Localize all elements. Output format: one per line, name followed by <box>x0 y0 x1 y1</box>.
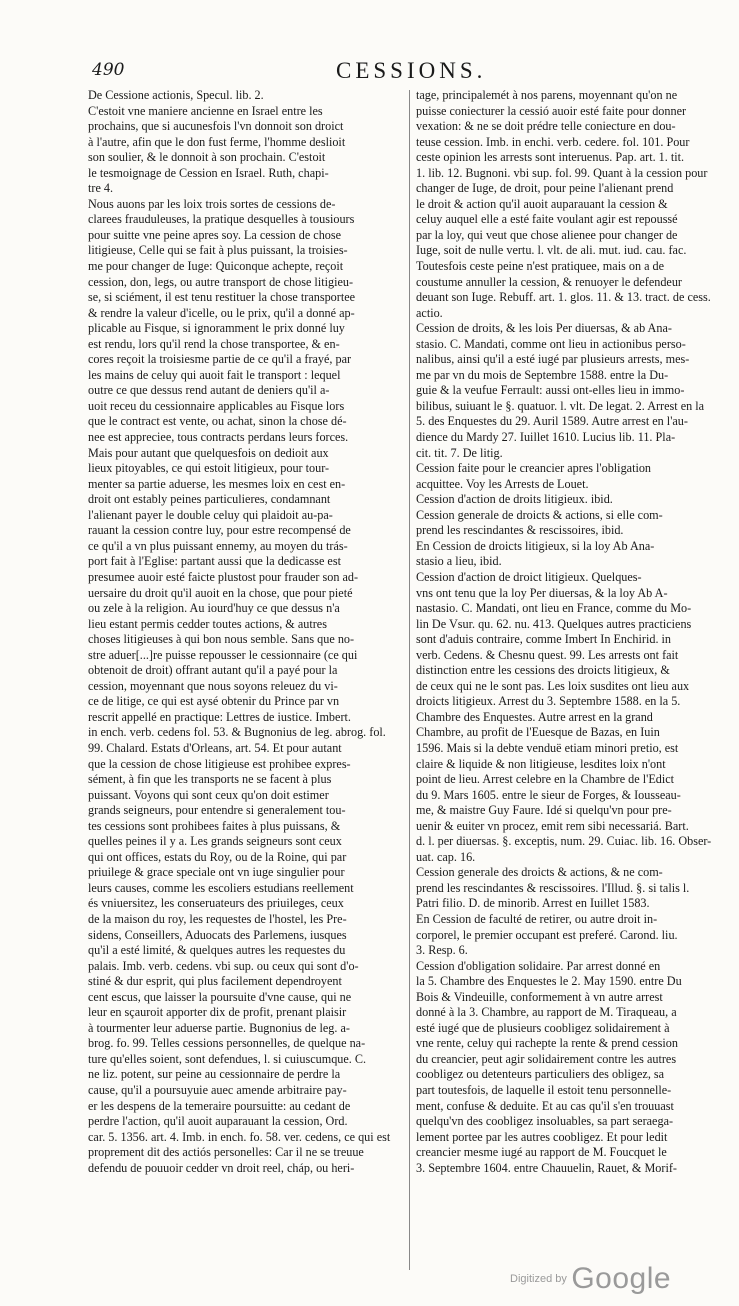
text-line: nastasio. C. Mandati, ont lieu en France, comme du Mo- <box>416 601 692 616</box>
text-line: port fait à l'Eglise: partant aussi que la dedicasse est <box>88 554 341 569</box>
text-line: vne rente, celuy qui rachepte la rente & prend cession <box>416 1036 678 1051</box>
text-line: plicable au Fisque, si ignoramment le prix donné luy <box>88 321 345 336</box>
text-line: Cession generale de droicts & actions, si elle com- <box>416 507 663 522</box>
text-line: les mains de celuy qui auoit fait le transport : lequel <box>88 367 341 382</box>
text-line: deuant son Iuge. Rebuff. art. 1. glos. 11. & 13. tract. de cess. <box>416 290 711 305</box>
text-line: corporel, le premier occupant est preferé. Carond. liu. <box>416 927 678 942</box>
text-line: 1596. Mais si la debte venduë etiam minori pretio, est <box>416 740 679 755</box>
text-line: 3. Resp. 6. <box>416 943 468 958</box>
text-line: clarees frauduleuses, la pratique desquelles à tousiours <box>88 212 355 227</box>
text-line: verb. Cedens. & Chesnu quest. 99. Les arrests ont fait <box>416 647 679 662</box>
text-line: proprement dit des actiós personelles: Car il ne se treuue <box>88 1145 364 1160</box>
text-line: En Cession de faculté de retirer, ou autre droit in- <box>416 911 658 926</box>
text-line: menter sa partie aduerse, les mesmes loix en cest en- <box>88 476 346 491</box>
text-line: uoit receu du cessionnaire applicables au Fisque lors <box>88 398 345 413</box>
text-line: qui ont offices, estats du Roy, ou de la Roine, qui par <box>88 849 347 864</box>
text-line: leur en sçauroit apporter dix de profit, prenant plaisir <box>88 1005 347 1020</box>
text-line: uenir & euiter vn procez, emit rem sibi necessariá. Bart. <box>416 818 689 833</box>
text-line: teuse cession. Imb. in enchi. verb. cedere. fol. 101. Pour <box>416 134 690 149</box>
google-watermark <box>510 1262 671 1296</box>
text-line: ce qu'il a vn plus puissant ennemy, au moyen du trás- <box>88 538 348 553</box>
text-line: l'alienant payer le double celuy qui plaidoit au-pa- <box>88 507 333 522</box>
text-line: Toutesfois ceste peine n'est pratiquee, mais on a de <box>416 259 665 274</box>
text-line: de la maison du roy, les requestes de l'hostel, les Pre- <box>88 911 347 926</box>
text-line: donné à la 3. Chambre, au rapport de M. Tiraqueau, a <box>416 1005 677 1020</box>
text-line: prochains, que si aucunesfois l'vn donnoit son droict <box>88 119 344 134</box>
text-line: nalibus, ainsi qu'il a esté iugé par plusieurs arrests, mes- <box>416 352 690 367</box>
text-line: de ceux qui ne le sont pas. Les loix susdites ont lieu aux <box>416 678 690 693</box>
text-line: ou zele à la religion. Au iourd'huy ce que dessus n'a <box>88 601 340 616</box>
right-column <box>416 88 732 1176</box>
text-line: tage, principalemét à nos parens, moyennant qu'on ne <box>416 88 678 102</box>
text-line: sont d'aduis contraire, comme Imbert In Enchirid. in <box>416 632 672 647</box>
page-number: 490 <box>92 60 125 80</box>
text-line: droicts litigieux. Arrest du 3. Septembre 1588. en la 5. <box>416 694 681 709</box>
text-line: puisse coniecturer la cessió auoir esté faite pour donner <box>416 103 687 118</box>
text-line: 5. des Enquestes du 29. Auril 1589. Autre arrest en l'au- <box>416 414 688 429</box>
text-line: stre aduer[...]re puisse repousser le cessionnaire (ce qui <box>88 647 358 662</box>
text-line: que le contract est vente, ou achat, sinon la chose dé- <box>88 414 347 429</box>
text-line: ceste opinion les arrests sont interuenus. Pap. art. 1. tit. <box>416 150 685 165</box>
text-line: in ench. verb. cedens fol. 53. & Bugnonius de leg. abrog. fol. <box>88 725 386 740</box>
text-line: lieu estant permis cedder toutes actions, & autres <box>88 616 327 631</box>
text-line: Chambre des Enquestes. Autre arrest en la grand <box>416 709 653 724</box>
running-head: CESSIONS. <box>336 58 487 83</box>
text-line: Cession d'obligation solidaire. Par arrest donné en <box>416 958 661 973</box>
text-line: Cession generale des droicts & actions, & ne com- <box>416 865 663 880</box>
text-line: guie & la veufue Ferrault: aussi ont-elles lieu in immo- <box>416 383 685 398</box>
text-line: rescrit appellé en practique: Lettres de iustice. Imbert. <box>88 709 351 724</box>
text-line: 99. Chalard. Estats d'Orleans, art. 54. Et pour autant <box>88 740 342 755</box>
text-line: leurs causes, comme les escoliers estudians reellement <box>88 880 354 895</box>
text-line: ce de litige, ce qui est aysé obtenir du Prince par vn <box>88 694 340 709</box>
text-line: stiné & dur esprit, qui plus facilement dependroyent <box>88 974 342 989</box>
text-line: se, si sciément, il est tenu restituer la chose transportee <box>88 290 356 305</box>
text-line: celuy auquel elle a esté faite voulant agir est repoussé <box>416 212 678 227</box>
text-line: cores reçoit la troisiesme partie de ce qu'il a frayé, par <box>88 352 352 367</box>
text-line: cession, moyennant que nous soyons releuez du vi- <box>88 678 338 693</box>
text-line: cent escus, que laisser la poursuite d'vne cause, qui ne <box>88 989 352 1004</box>
text-line: d. l. per diuersas. §. exceptis, num. 29. Cuiac. lib. 16. Obser- <box>416 834 712 849</box>
text-line: 3. Septembre 1604. entre Chauuelin, Rauet, & Morif- <box>416 1160 677 1175</box>
text-line: point de lieu. Arrest celebre en la Chambre de l'Edict <box>416 772 675 787</box>
text-line: Cession faite pour le creancier apres l'obligation <box>416 461 652 476</box>
text-line: Iuge, soit de nulle vertu. l. vlt. de ali. mut. iud. cau. fac. <box>416 243 687 258</box>
text-line: me pour changer de Iuge: Quiconque achepte, reçoit <box>88 259 344 274</box>
watermark-prefix: Digitized by <box>510 1273 567 1285</box>
text-line: 1. lib. 12. Bugnoni. vbi sup. fol. 99. Quant à la cession pour <box>416 165 708 180</box>
text-line: uat. cap. 16. <box>416 849 476 864</box>
text-line: que la cession de chose litigieuse est prohibee expres- <box>88 756 351 771</box>
text-line: le droit & action qu'il auoit auparauant la cession & <box>416 196 668 211</box>
text-line: outre ce que dessus rend autant de deniers qu'il a- <box>88 383 330 398</box>
text-line: presumee auoir esté faicte plustost pour frauder son ad- <box>88 569 359 584</box>
text-line: car. 5. 1356. art. 4. Imb. in ench. fo. 58. ver. cedens, ce qui est <box>88 1129 391 1144</box>
text-line: Chambre, au profit de l'Euesque de Bazas, en Iuin <box>416 725 660 740</box>
text-line: Bois & Vindeuille, conformement à vn autre arrest <box>416 989 663 1004</box>
text-line: vns ont tenu que la loy Per diuersas, & la loy Ab A- <box>416 585 668 600</box>
text-line: stasio a lieu, ibid. <box>416 554 502 569</box>
column-rule <box>409 90 410 1270</box>
text-line: De Cessione actionis, Specul. lib. 2. <box>88 88 264 102</box>
text-line: nee est appreciee, tous contracts perdans leurs forces. <box>88 430 349 445</box>
text-line: C'estoit vne maniere ancienne en Israel entre les <box>88 103 323 118</box>
left-column <box>88 88 403 1176</box>
text-line: ment, confuse & deduite. Et au cas qu'il s'en trouuast <box>416 1098 674 1113</box>
text-line: uersaire du droit qu'il auoit en la chose, que pour pieté <box>88 585 353 600</box>
text-line: choses litigieuses à qui bon nous semble. Sans que no- <box>88 632 355 647</box>
text-line: le tesmoignage de Cession en Israel. Ruth, chapi- <box>88 165 329 180</box>
text-line: du creancier, peut agir solidairement contre les autres <box>416 1051 677 1066</box>
text-line: Cession d'action de droict litigieux. Quelques- <box>416 569 642 584</box>
text-line: cession, don, legs, ou autre transport de chose litigieu- <box>88 274 354 289</box>
text-line: puissant. Voyons qui sont ceux qu'on doit estimer <box>88 787 329 802</box>
text-line: priuilege & grace speciale ont vn iuge singulier pour <box>88 865 345 880</box>
text-line: perdre l'action, qu'il auoit auparauant la cession, Ord. <box>88 1114 348 1129</box>
text-line: cause, qu'il a poursuyuie auec amende arbitraire pay- <box>88 1083 347 1097</box>
text-line: brog. fo. 99. Telles cessions personnelles, de quelque na- <box>88 1036 366 1051</box>
text-line: litigieuse, Celle qui se fait à plus puissant, la troisies- <box>88 243 348 258</box>
text-line: Cession de droits, & les lois Per diuersas, & ab Ana- <box>416 321 672 336</box>
text-line: creancier mesme iugé au rapport de M. Foucquet le <box>416 1145 667 1160</box>
text-line: lin De Vsur. qu. 62. nu. 413. Quelques autres practiciens <box>416 616 692 631</box>
text-line: pour suitte vne peine apres soy. La cession de chose <box>88 227 342 242</box>
text-line: quelqu'vn des coobligez insoluables, sa part seraega- <box>416 1114 674 1129</box>
text-line: dience du Mardy 27. Iuillet 1610. Lucius lib. 11. Pla- <box>416 430 676 445</box>
text-line: distinction entre les cessions des droicts litigieux, & <box>416 663 670 678</box>
text-line: par la loy, qui veut que chose alienee pour changer de <box>416 227 678 242</box>
text-line: Mais pour autant que quelquesfois on dedioit aux <box>88 445 329 460</box>
text-line: és vniuersitez, les conseruateurs des priuileges, ceux <box>88 896 344 911</box>
text-line: changer de Iuge, de droit, pour peine l'alienant prend <box>416 181 674 196</box>
google-logo: Google <box>571 1262 672 1295</box>
text-line: à l'autre, afin que le don fust ferme, l'homme deslioit <box>88 134 346 149</box>
text-line: me par vn du mois de Septembre 1588. entre la Du- <box>416 367 669 382</box>
text-line: qu'il a esté limité, & quelques autres les requestes du <box>88 943 346 958</box>
text-line: & rendre la valeur d'icelle, ou le prix, qu'il a donné ap- <box>88 305 355 320</box>
text-line: lieux pitoyables, ce qui estoit litigieux, pour tour- <box>88 461 330 476</box>
text-line: tes cessions sont prohibees faites à plus puissans, & <box>88 818 341 833</box>
text-line: actio. <box>416 305 443 320</box>
text-line: son soulier, & le donnoit à son prochain. C'estoit <box>88 150 326 165</box>
text-line: cit. tit. 7. De litig. <box>416 445 503 460</box>
text-line: sidens, Conseillers, Aduocats des Parlemens, iusques <box>88 927 347 942</box>
text-line: tre 4. <box>88 181 114 196</box>
text-line: sément, à fin que les transports ne se facent à plus <box>88 772 332 787</box>
text-line: me, & maistre Guy Faure. Idé si quelqu'vn pour pre- <box>416 803 672 818</box>
text-line: quelles peines il y a. Les grands seigneurs sont ceux <box>88 834 342 849</box>
text-line: stasio. C. Mandati, comme ont lieu in actionibus perso- <box>416 336 686 351</box>
text-line: part toutesfois, de laquelle il estoit tenu personnelle- <box>416 1083 672 1097</box>
text-line: du 9. Mars 1605. entre le sieur de Forges, & Iousseau- <box>416 787 681 802</box>
text-line: Nous auons par les loix trois sortes de cessions de- <box>88 196 336 211</box>
text-line: à tourmenter leur aduerse partie. Bugnonius de leg. a- <box>88 1020 350 1035</box>
text-line: claire & liquide & non litigieuse, lesdites loix n'ont <box>416 756 666 771</box>
text-line: grands seigneurs, pour entendre si generalement tou- <box>88 803 346 818</box>
text-line: er les despens de la temeraire poursuitte: au cedant de <box>88 1098 351 1113</box>
text-line: vexation: & ne se doit prédre telle coniecture en dou- <box>416 119 676 134</box>
text-line: droit ont estably peines particulieres, condamnant <box>88 492 331 507</box>
text-line: rauant la cession contre luy, pour estre recompensé de <box>88 523 351 538</box>
text-line: ture qu'elles soient, sont defendues, l. si cuiuscumque. C. <box>88 1051 367 1066</box>
text-line: En Cession de droicts litigieux, si la loy Ab Ana- <box>416 538 655 553</box>
text-line: prend les rescindantes & rescissoires, ibid. <box>416 523 624 538</box>
text-line: prend les rescindantes & rescissoires. l'Illud. §. si talis l. <box>416 880 690 895</box>
text-line: Patri filio. D. de minorib. Arrest en Iuillet 1583. <box>416 896 650 911</box>
text-line: ne liz. potent, sur peine au cessionnaire de perdre la <box>88 1067 341 1082</box>
text-line: est rendu, lors qu'il rend la chose transportee, & en- <box>88 336 340 351</box>
text-line: palais. Imb. verb. cedens. vbi sup. ou ceux qui sont d'o- <box>88 958 359 973</box>
text-line: la 5. Chambre des Enquestes le 2. May 1590. entre Du <box>416 974 682 989</box>
text-line: lement portee par les autres coobligez. Et pour ledit <box>416 1129 668 1144</box>
text-line: esté iugé que de plusieurs coobligez solidairement à <box>416 1020 670 1035</box>
text-line: acquittee. Voy les Arrests de Louet. <box>416 476 589 491</box>
text-line: coobligez ou detenteurs particuliers des obligez, sa <box>416 1067 665 1082</box>
text-line: obtenoit de droit) offrant autant qu'il a payé pour la <box>88 663 338 678</box>
text-line: coustume annuller la cession, & renuoyer le defendeur <box>416 274 682 289</box>
text-line: bilibus, suiuant le §. quatuor. l. vlt. De legat. 2. Arrest en la <box>416 398 705 413</box>
text-line: defendu de pouuoir cedder vn droit reel, cháp, ou heri- <box>88 1160 355 1175</box>
text-line: Cession d'action de droits litigieux. ibid. <box>416 492 613 507</box>
